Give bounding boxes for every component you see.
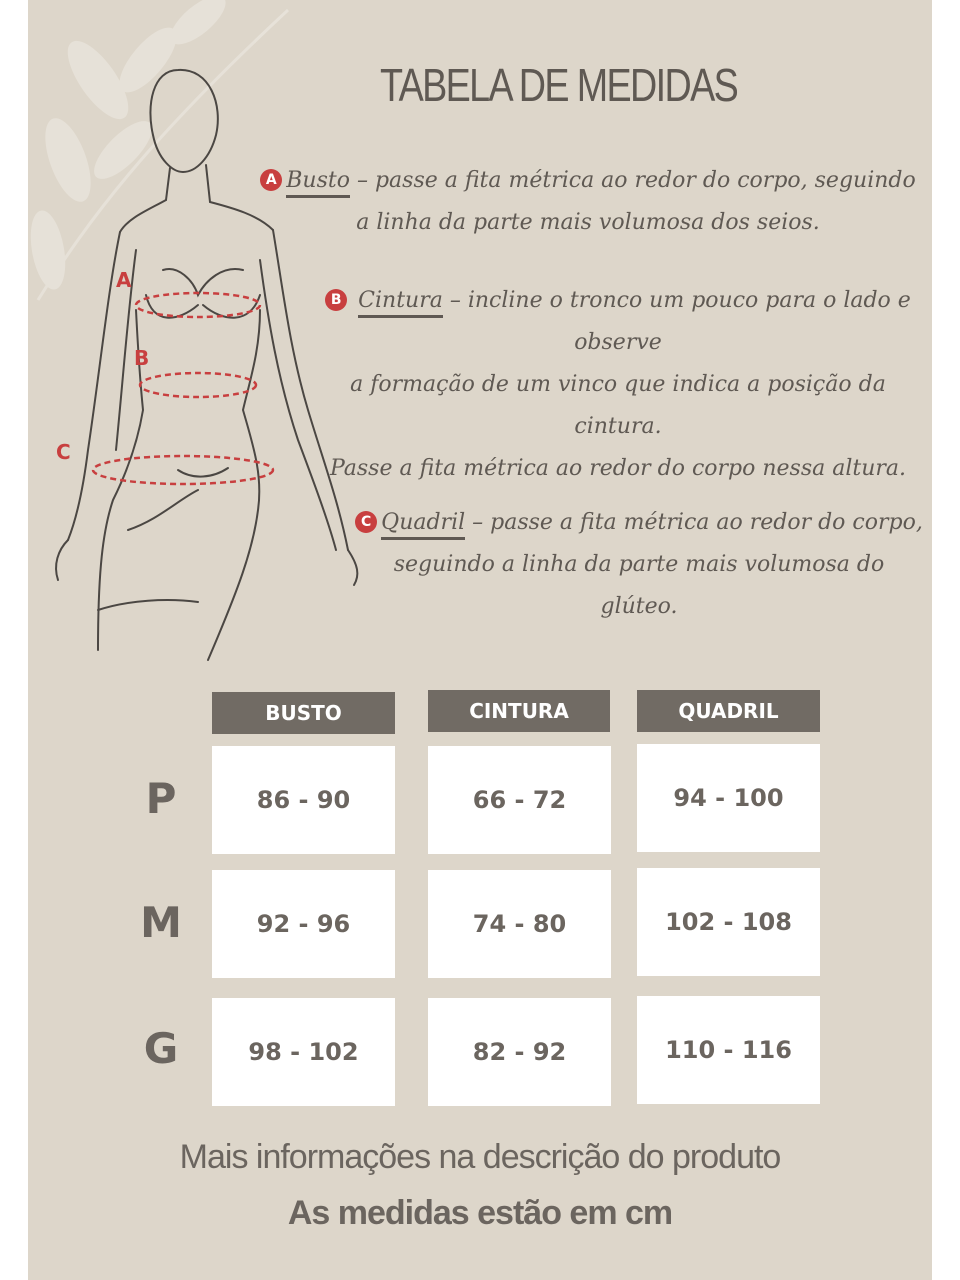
badge-b: B — [325, 289, 347, 311]
measurement-c-line3: glúteo. — [600, 594, 678, 619]
term-cintura: Cintura — [358, 288, 443, 318]
measurement-a-line1: – passe a fita métrica ao redor do corpo, seguindo — [349, 168, 916, 193]
size-chart-canvas — [28, 0, 932, 1280]
figure-label-b: B — [134, 346, 150, 370]
measurement-a-line2: a linha da parte mais volumosa dos seios. — [356, 210, 820, 235]
cell-p-quadril: 94 - 100 — [637, 744, 820, 852]
measurement-b-line2: observe — [574, 330, 662, 355]
measurement-b-line4: Passe a fita métrica ao redor do corpo nessa altura. — [329, 456, 907, 481]
measurement-c-line1: – passe a fita métrica ao redor do corpo, — [465, 510, 923, 535]
cell-p-busto: 86 - 90 — [212, 746, 395, 854]
badge-c: C — [355, 511, 377, 533]
size-label-m: M — [140, 898, 182, 947]
cell-p-cintura: 66 - 72 — [428, 746, 611, 854]
footer-units-note: As medidas estão em cm — [287, 1194, 673, 1232]
footer-info: Mais informações na descrição do produto — [179, 1138, 781, 1176]
term-busto: Busto — [286, 168, 350, 198]
measurement-a-description — [258, 160, 918, 244]
cell-g-cintura: 82 - 92 — [428, 998, 611, 1106]
measurement-c-line2: seguindo a linha da parte mais volumosa do — [393, 552, 885, 577]
measurement-c-description — [348, 502, 930, 628]
column-header-busto: BUSTO — [212, 692, 395, 734]
term-quadril: Quadril — [381, 510, 465, 540]
size-label-p: P — [145, 774, 177, 823]
size-label-g: G — [143, 1024, 179, 1073]
column-header-cintura: CINTURA — [428, 690, 610, 732]
page-title: TABELA DE MEDIDAS — [380, 59, 738, 111]
column-header-quadril: QUADRIL — [637, 690, 820, 732]
cell-g-busto: 98 - 102 — [212, 998, 395, 1106]
measurement-b-line1: – incline o tronco um pouco para o lado e — [442, 288, 911, 313]
measurement-b-line3: a formação de um vinco que indica a posição da cintura. — [350, 372, 886, 439]
cell-m-cintura: 74 - 80 — [428, 870, 611, 978]
cell-m-busto: 92 - 96 — [212, 870, 395, 978]
cell-g-quadril: 110 - 116 — [637, 996, 820, 1104]
figure-label-c: C — [56, 440, 71, 464]
measurement-b-description — [308, 280, 928, 490]
badge-a: A — [260, 169, 282, 191]
figure-label-a: A — [116, 268, 132, 292]
cell-m-quadril: 102 - 108 — [637, 868, 820, 976]
